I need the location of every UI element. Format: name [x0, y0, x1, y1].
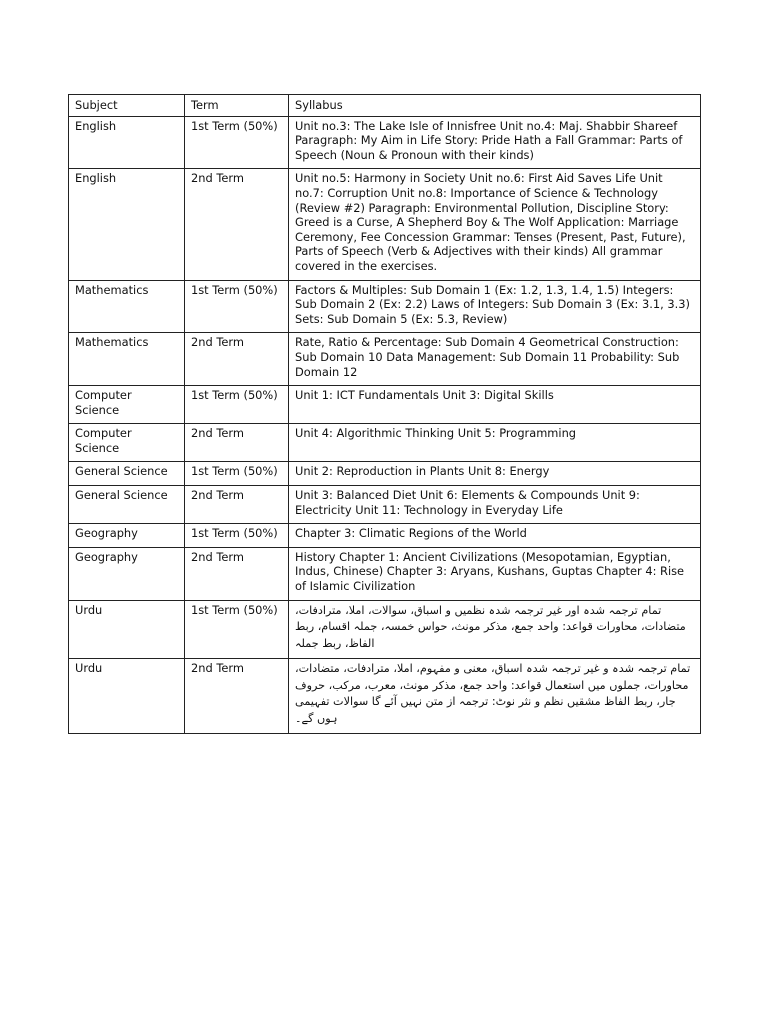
table-row	[69, 424, 701, 462]
table-row	[69, 524, 701, 548]
table-row	[69, 116, 701, 169]
table-row	[69, 462, 701, 486]
term-cell: 1st Term (50%)	[185, 600, 289, 659]
syllabus-cell: Unit 1: ICT Fundamentals Unit 3: Digital Skills	[289, 386, 701, 424]
syllabus-table	[68, 94, 701, 734]
table-row	[69, 333, 701, 386]
term-cell: 2nd Term	[185, 659, 289, 734]
subject-cell: Mathematics	[69, 280, 185, 333]
term-cell: 1st Term (50%)	[185, 524, 289, 548]
subject-cell: Geography	[69, 547, 185, 600]
syllabus-cell: Unit no.3: The Lake Isle of Innisfree Unit no.4: Maj. Shabbir Shareef Paragraph: My Aim in Life Story: Pride Hath a Fall Grammar: Parts of Speech (Noun & Pronoun with their kinds)	[289, 116, 701, 169]
table-row	[69, 600, 701, 659]
table-row	[69, 486, 701, 524]
syllabus-cell: History Chapter 1: Ancient Civilizations (Mesopotamian, Egyptian, Indus, Chinese) Chapter 3: Aryans, Kushans, Guptas Chapter 4: Rise of Islamic Civilization	[289, 547, 701, 600]
syllabus-cell: Rate, Ratio & Percentage: Sub Domain 4 Geometrical Construction: Sub Domain 10 Data Management: Sub Domain 11 Probability: Sub Domain 12	[289, 333, 701, 386]
syllabus-cell: Unit 3: Balanced Diet Unit 6: Elements & Compounds Unit 9: Electricity Unit 11: Technology in Everyday Life	[289, 486, 701, 524]
term-cell: 2nd Term	[185, 486, 289, 524]
subject-cell: Computer Science	[69, 424, 185, 462]
table-row	[69, 169, 701, 280]
syllabus-cell: Factors & Multiples: Sub Domain 1 (Ex: 1.2, 1.3, 1.4, 1.5) Integers: Sub Domain 2 (Ex: 2.2) Laws of Integers: Sub Domain 3 (Ex: 3.1, 3.3) Sets: Sub Domain 5 (Ex: 5.3, Review)	[289, 280, 701, 333]
subject-cell: General Science	[69, 462, 185, 486]
syllabus-cell: Unit 4: Algorithmic Thinking Unit 5: Programming	[289, 424, 701, 462]
subject-cell: Urdu	[69, 600, 185, 659]
term-cell: 2nd Term	[185, 424, 289, 462]
table-row	[69, 659, 701, 734]
term-cell: 1st Term (50%)	[185, 280, 289, 333]
subject-cell: Urdu	[69, 659, 185, 734]
syllabus-cell-urdu: تمام ترجمہ شدہ و غیر ترجمہ شدہ اسباق، معنی و مفہوم، املا، مترادفات، متضادات، محاورات، جملوں میں استعمال قواعد: واحد جمع، مذکر مونث، معرب، مرکب، حروف جار، ربط الفاظ مشقیں نظم و نثر نوٹ: ترجمہ از متن نہیں آئے گا سوالات تفہیمی ہوں گے۔	[289, 659, 701, 734]
term-cell: 1st Term (50%)	[185, 386, 289, 424]
header-term: Term	[185, 95, 289, 117]
term-cell: 1st Term (50%)	[185, 116, 289, 169]
table-header-row	[69, 95, 701, 117]
syllabus-cell: Unit 2: Reproduction in Plants Unit 8: Energy	[289, 462, 701, 486]
subject-cell: Geography	[69, 524, 185, 548]
term-cell: 2nd Term	[185, 169, 289, 280]
term-cell: 2nd Term	[185, 547, 289, 600]
subject-cell: Mathematics	[69, 333, 185, 386]
term-cell: 2nd Term	[185, 333, 289, 386]
subject-cell: English	[69, 169, 185, 280]
header-subject: Subject	[69, 95, 185, 117]
table-row	[69, 547, 701, 600]
term-cell: 1st Term (50%)	[185, 462, 289, 486]
subject-cell: English	[69, 116, 185, 169]
header-syllabus: Syllabus	[289, 95, 701, 117]
subject-cell: General Science	[69, 486, 185, 524]
table-row	[69, 386, 701, 424]
subject-cell: Computer Science	[69, 386, 185, 424]
syllabus-cell-urdu: تمام ترجمہ شدہ اور غیر ترجمہ شدہ نظمیں و اسباق، سوالات، املا، مترادفات، متضادات، محاورات قواعد: واحد جمع، مذکر مونث، حواس خمسہ، جملہ اقسام، ربط الفاظ، ربط جملہ	[289, 600, 701, 659]
syllabus-cell: Unit no.5: Harmony in Society Unit no.6: First Aid Saves Life Unit no.7: Corruption Unit no.8: Importance of Science & Technology (Review #2) Paragraph: Environmental Pollution, Discipline Story: Greed is a Curse, A Shepherd Boy & The Wolf Application: Marriage Ceremony, Fee Concession Grammar: Tenses (Present, Past, Future), Parts of Speech (Verb & Adjectives with their kinds) All grammar covered in the exercises.	[289, 169, 701, 280]
syllabus-cell: Chapter 3: Climatic Regions of the World	[289, 524, 701, 548]
table-row	[69, 280, 701, 333]
